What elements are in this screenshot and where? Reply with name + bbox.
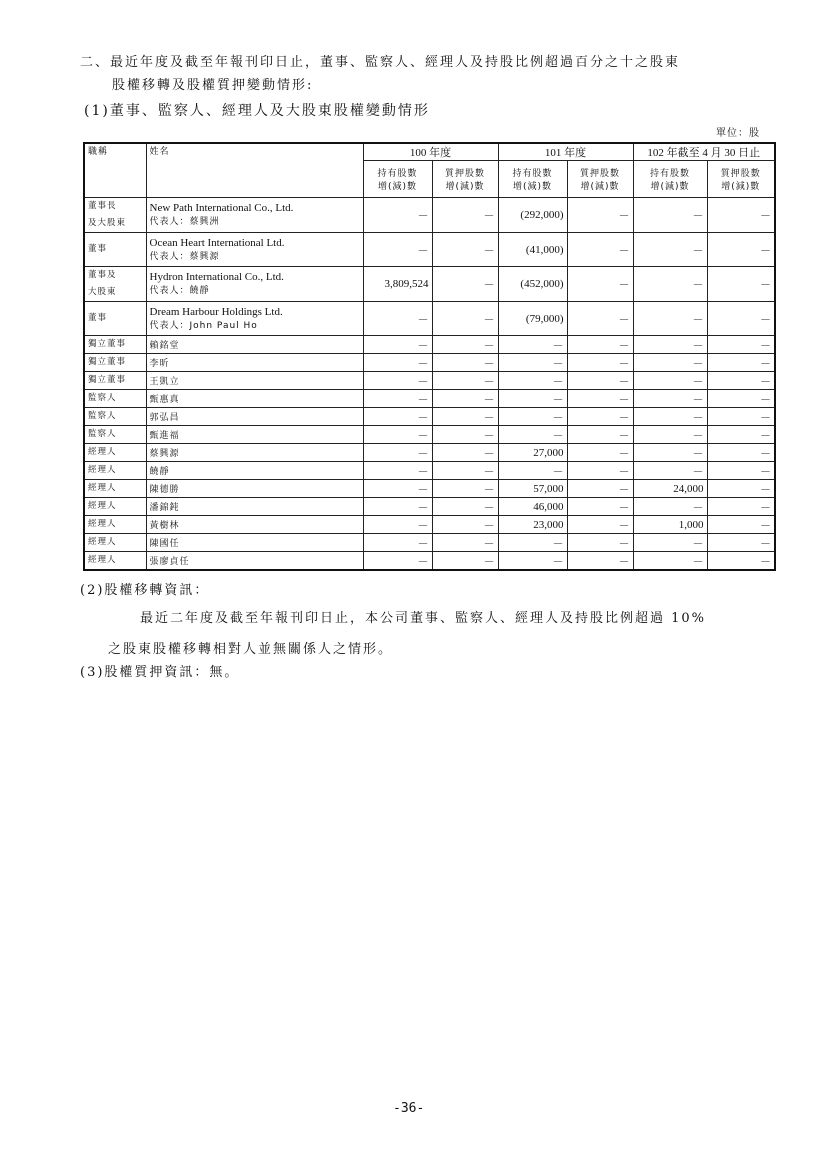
row-name: 賴銘堂 (146, 336, 363, 354)
row-value: － (432, 408, 498, 426)
row-title: 董事 (84, 233, 146, 267)
table-row (84, 480, 775, 498)
row-title: 獨立董事 (84, 336, 146, 354)
row-value: － (707, 267, 775, 302)
row-value: － (567, 408, 633, 426)
row-value: － (707, 390, 775, 408)
row-value: － (567, 444, 633, 462)
row-value: － (432, 498, 498, 516)
row-value: － (363, 372, 432, 390)
row-value: － (707, 426, 775, 444)
header-pledged-102: 質押股數 增(減)數 (707, 161, 775, 198)
row-value: － (707, 498, 775, 516)
row-value: － (432, 336, 498, 354)
row-value: － (567, 233, 633, 267)
row-title: 獨立董事 (84, 354, 146, 372)
table-row (84, 462, 775, 480)
row-value: － (707, 552, 775, 571)
row-value: － (567, 336, 633, 354)
table-row (84, 372, 775, 390)
row-value: － (498, 462, 567, 480)
row-value: － (363, 390, 432, 408)
row-value: － (432, 198, 498, 233)
row-title: 經理人 (84, 516, 146, 534)
row-title: 經理人 (84, 444, 146, 462)
section-2-paragraph-line-1: 最近二年度及截至年報刊印日止，本公司董事、監察人、經理人及持股比例超過 10% (140, 611, 707, 626)
row-value: － (707, 480, 775, 498)
row-value: － (363, 444, 432, 462)
row-value: － (633, 426, 707, 444)
row-name: 陳國任 (146, 534, 363, 552)
table-row (84, 336, 775, 354)
unit-label: 單位：股 (716, 128, 760, 139)
row-value: 46,000 (498, 498, 567, 516)
table-row (84, 267, 775, 302)
row-title: 董事長 及大股東 (84, 198, 146, 233)
row-value: － (707, 516, 775, 534)
row-value: － (633, 444, 707, 462)
row-value: － (707, 372, 775, 390)
row-value: － (498, 372, 567, 390)
row-value: 23,000 (498, 516, 567, 534)
heading-line-1: 二、最近年度及截至年報刊印日止，董事、監察人、經理人及持股比例超過百分之十之股東 (80, 55, 681, 70)
table-row (84, 498, 775, 516)
row-value: － (498, 426, 567, 444)
row-value: － (633, 336, 707, 354)
row-value: － (567, 198, 633, 233)
header-period-101: 101 年度 (498, 143, 633, 161)
row-name: 甄惠真 (146, 390, 363, 408)
heading-line-2: 股權移轉及股權質押變動情形: (112, 78, 314, 93)
row-title: 經理人 (84, 534, 146, 552)
row-name: 郭弘昌 (146, 408, 363, 426)
table-row (84, 444, 775, 462)
row-name: 潘錦鈍 (146, 498, 363, 516)
row-value: － (432, 534, 498, 552)
row-value: － (633, 408, 707, 426)
row-name: 黃樹林 (146, 516, 363, 534)
row-value: (452,000) (498, 267, 567, 302)
row-value: 57,000 (498, 480, 567, 498)
section-2-title: (2)股權移轉資訊： (80, 583, 210, 598)
row-value: － (498, 390, 567, 408)
row-value: － (633, 233, 707, 267)
header-held-101: 持有股數 增(減)數 (498, 161, 567, 198)
row-value: － (498, 552, 567, 571)
row-title: 獨立董事 (84, 372, 146, 390)
header-held-100: 持有股數 增(減)數 (363, 161, 432, 198)
row-value: － (363, 498, 432, 516)
row-title: 董事及 大股東 (84, 267, 146, 302)
header-pledged-100: 質押股數 增(減)數 (432, 161, 498, 198)
row-value: － (567, 480, 633, 498)
row-value: － (363, 302, 432, 336)
row-name: Ocean Heart International Ltd. 代表人：蔡興源 (146, 233, 363, 267)
row-title: 董事 (84, 302, 146, 336)
row-value: － (432, 354, 498, 372)
row-value: 1,000 (633, 516, 707, 534)
row-value: － (707, 302, 775, 336)
shareholding-change-table (83, 142, 776, 571)
row-name: 張廖貞任 (146, 552, 363, 571)
header-period-102: 102 年截至 4 月 30 日止 (633, 143, 775, 161)
row-value: － (707, 336, 775, 354)
row-title: 經理人 (84, 498, 146, 516)
header-pledged-101: 質押股數 增(減)數 (567, 161, 633, 198)
row-value: － (432, 516, 498, 534)
row-value: 24,000 (633, 480, 707, 498)
row-value: － (498, 408, 567, 426)
row-value: － (498, 336, 567, 354)
row-value: － (363, 462, 432, 480)
row-value: － (498, 354, 567, 372)
row-value: － (707, 354, 775, 372)
row-value: － (567, 302, 633, 336)
row-value: － (363, 426, 432, 444)
row-value: － (432, 372, 498, 390)
row-value: － (363, 233, 432, 267)
header-title: 職稱 (84, 143, 146, 198)
row-value: － (363, 336, 432, 354)
table-row (84, 198, 775, 233)
row-value: － (567, 267, 633, 302)
row-name: 甄進福 (146, 426, 363, 444)
row-value: － (633, 462, 707, 480)
row-value: － (633, 302, 707, 336)
row-name: 王凱立 (146, 372, 363, 390)
row-value: － (707, 198, 775, 233)
row-value: － (633, 552, 707, 571)
row-value: － (567, 498, 633, 516)
row-value: － (707, 408, 775, 426)
row-value: － (432, 267, 498, 302)
row-title: 監察人 (84, 390, 146, 408)
table-row (84, 390, 775, 408)
row-value: － (633, 390, 707, 408)
row-value: － (432, 390, 498, 408)
row-name: 饒靜 (146, 462, 363, 480)
row-name: New Path International Co., Ltd. 代表人：蔡興洲 (146, 198, 363, 233)
row-value: － (633, 498, 707, 516)
row-name: Dream Harbour Holdings Ltd. 代表人：John Paul Ho (146, 302, 363, 336)
row-value: － (567, 372, 633, 390)
table-row (84, 516, 775, 534)
row-value: 3,809,524 (363, 267, 432, 302)
table-header-row-1 (84, 143, 775, 161)
header-held-102: 持有股數 增(減)數 (633, 161, 707, 198)
table-row (84, 534, 775, 552)
row-value: (79,000) (498, 302, 567, 336)
row-title: 經理人 (84, 480, 146, 498)
row-value: － (633, 372, 707, 390)
row-name: Hydron International Co., Ltd. 代表人：饒靜 (146, 267, 363, 302)
section-3-title: (3)股權質押資訊：無。 (80, 665, 240, 680)
row-value: － (432, 552, 498, 571)
table-row (84, 302, 775, 336)
table-row (84, 408, 775, 426)
row-value: － (363, 480, 432, 498)
row-value: － (432, 444, 498, 462)
row-value: － (567, 552, 633, 571)
row-value: － (633, 354, 707, 372)
table-row (84, 426, 775, 444)
row-value: － (567, 534, 633, 552)
row-value: － (567, 390, 633, 408)
row-value: － (633, 198, 707, 233)
row-value: 27,000 (498, 444, 567, 462)
row-value: － (363, 198, 432, 233)
row-name: 李昕 (146, 354, 363, 372)
row-value: － (567, 462, 633, 480)
table-row (84, 552, 775, 571)
row-value: (292,000) (498, 198, 567, 233)
row-value: － (432, 480, 498, 498)
row-value: － (633, 267, 707, 302)
row-value: － (432, 302, 498, 336)
row-value: － (567, 426, 633, 444)
row-value: － (363, 552, 432, 571)
row-value: － (432, 233, 498, 267)
row-value: － (363, 516, 432, 534)
row-value: － (432, 426, 498, 444)
row-name: 陳德勝 (146, 480, 363, 498)
row-value: － (633, 534, 707, 552)
header-period-100: 100 年度 (363, 143, 498, 161)
row-title: 經理人 (84, 552, 146, 571)
row-value: － (707, 233, 775, 267)
table-row (84, 354, 775, 372)
row-value: － (363, 408, 432, 426)
row-title: 監察人 (84, 426, 146, 444)
row-name: 蔡興源 (146, 444, 363, 462)
row-value: － (567, 354, 633, 372)
row-value: － (707, 534, 775, 552)
row-title: 經理人 (84, 462, 146, 480)
section-2-paragraph-line-2: 之股東股權移轉相對人並無關係人之情形。 (108, 642, 394, 657)
row-title: 監察人 (84, 408, 146, 426)
row-value: － (567, 516, 633, 534)
table-row (84, 233, 775, 267)
page-number: -36- (393, 1101, 425, 1116)
row-value: (41,000) (498, 233, 567, 267)
row-value: － (498, 534, 567, 552)
row-value: － (363, 354, 432, 372)
row-value: － (363, 534, 432, 552)
row-value: － (707, 444, 775, 462)
section-1-title: (1)董事、監察人、經理人及大股東股權變動情形 (84, 103, 430, 119)
row-value: － (432, 462, 498, 480)
header-name: 姓名 (146, 143, 363, 198)
row-value: － (707, 462, 775, 480)
